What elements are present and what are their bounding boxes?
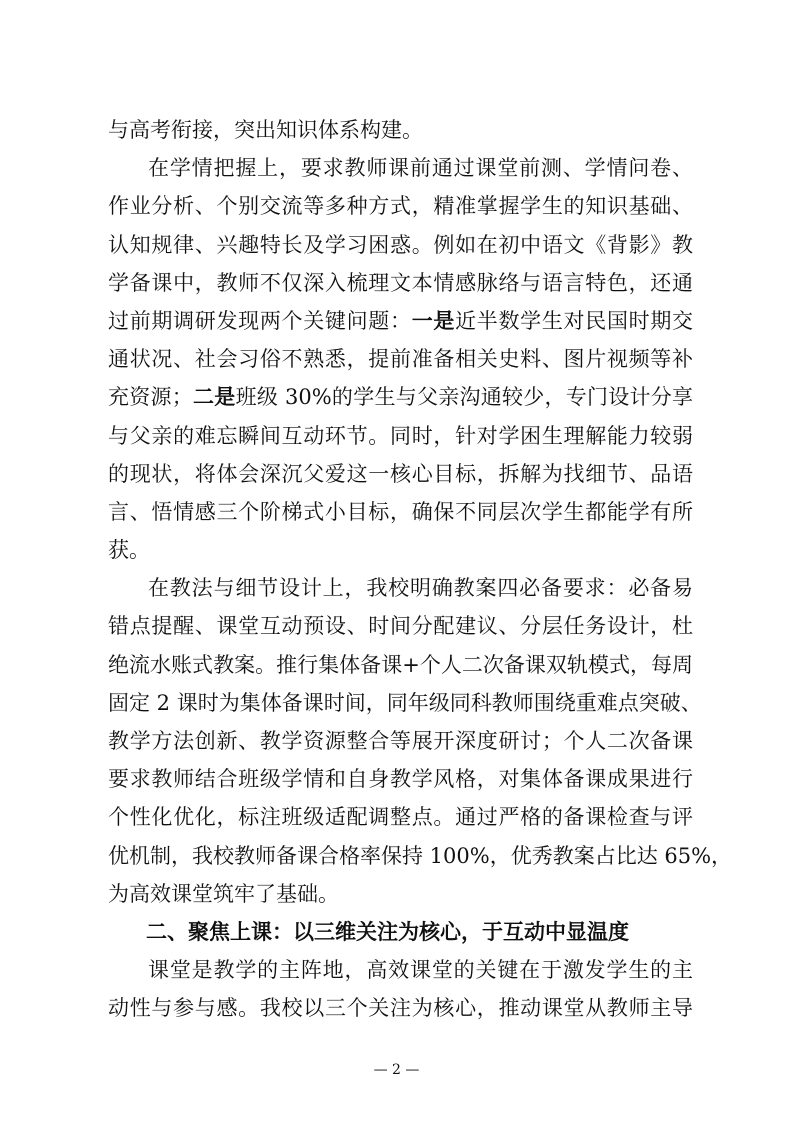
text-line: 的现状，将体会深沉父爱这一核心目标，拆解为找细节、品语: [108, 461, 693, 486]
text-segment: 充资源；: [108, 385, 193, 410]
text-line: 学备课中，教师不仅深入梳理文本情感脉络与语言特色，还通: [108, 270, 693, 295]
section-heading: 二、聚焦上课：以三维关注为核心，于互动中显温度: [146, 919, 629, 944]
text-line: 固定 2 课时为集体备课时间，同年级同科教师围绕重难点突破、: [108, 690, 702, 715]
text-line: 个性化优化，标注班级适配调整点。通过严格的备课检查与评: [108, 805, 693, 830]
text-line: 作业分析、个别交流等多种方式，精准掌握学生的知识基础、: [108, 194, 693, 219]
text-line: 获。: [108, 538, 150, 563]
text-line: 言、悟情感三个阶梯式小目标，确保不同层次学生都能学有所: [108, 499, 693, 524]
text-line: [108, 378, 693, 416]
paragraph: [108, 951, 693, 1027]
text-line: 为高效课堂筑牢了基础。: [108, 881, 339, 906]
text-line: [108, 302, 693, 340]
bold-text: 二是: [192, 384, 236, 410]
paragraph: [108, 569, 733, 913]
paragraph: [108, 149, 693, 569]
text-line: 错点提醒、课堂互动预设、时间分配建议、分层任务设计，杜: [108, 614, 693, 639]
text-line: 优机制，我校教师备课合格率保持 100%，优秀教案占比达 65%，: [108, 843, 733, 868]
text-line: 与高考衔接，突出知识体系构建。: [108, 118, 423, 142]
document-body: [108, 111, 733, 1028]
text-line: 绝流水账式教案。推行集体备课+个人二次备课双轨模式，每周: [108, 652, 693, 677]
text-line: 在教法与细节设计上，我校明确教案四必备要求：必备易: [148, 576, 693, 601]
text-line: 认知规律、兴趣特长及学习困惑。例如在初中语文《背影》教: [108, 232, 693, 257]
paragraph: [108, 111, 693, 149]
text-segment: 过前期调研发现两个关键问题：: [108, 308, 412, 333]
text-line: 要求教师结合班级学情和自身教学风格，对集体备课成果进行: [108, 767, 693, 792]
text-line: 通状况、社会习俗不熟悉，提前准备相关史料、图片视频等补: [108, 347, 693, 372]
text-line: 与父亲的难忘瞬间互动环节。同时，针对学困生理解能力较弱: [108, 423, 693, 448]
text-line: 动性与参与感。我校以三个关注为核心，推动课堂从教师主导: [108, 996, 693, 1021]
text-line: 课堂是教学的主阵地，高效课堂的关键在于激发学生的主: [148, 958, 693, 983]
text-segment: 班级 30%的学生与父亲沟通较少，专门设计分享: [235, 385, 694, 410]
text-line: 在学情把握上，要求教师课前通过课堂前测、学情问卷、: [148, 156, 693, 181]
text-segment: 近半数学生对民国时期交: [455, 308, 694, 333]
bold-text: 一是: [411, 307, 456, 333]
text-line: 教学方法创新、教学资源整合等展开深度研讨；个人二次备课: [108, 729, 693, 753]
page-number: — 2 —: [373, 1062, 420, 1078]
